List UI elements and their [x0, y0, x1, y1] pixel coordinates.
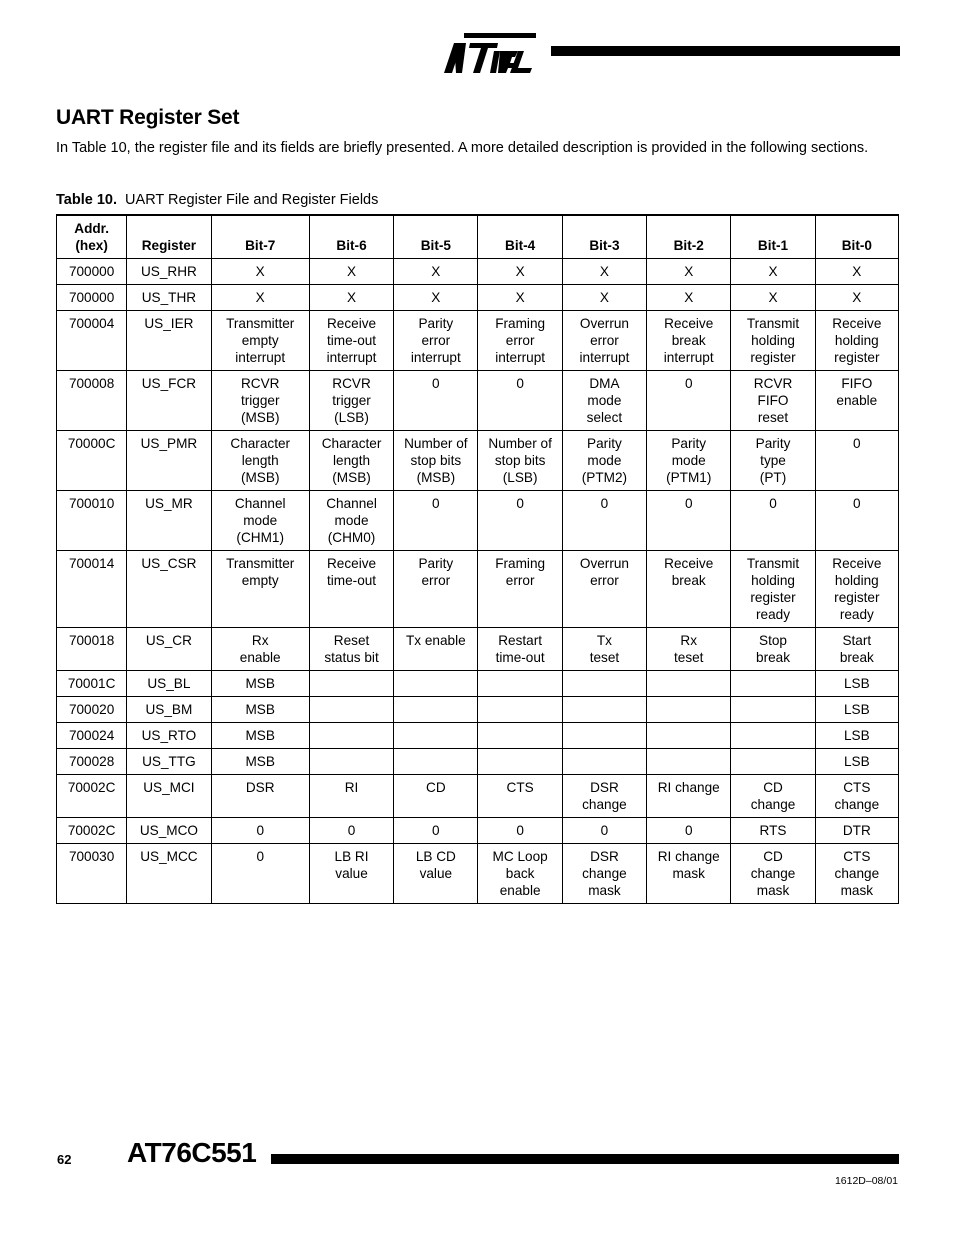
table-cell: [394, 749, 478, 775]
intro-paragraph: In Table 10, the register file and its fields are briefly presented. A more detailed description is provided in the following sections.: [56, 140, 869, 156]
table-cell: US_MCC: [127, 844, 211, 904]
table-cell: Transmitter empty interrupt: [211, 311, 309, 371]
column-header: Bit-6: [309, 215, 393, 259]
table-cell: 700030: [57, 844, 127, 904]
table-cell: LSB: [815, 671, 898, 697]
table-cell: Start break: [815, 628, 898, 671]
table-cell: DSR change: [562, 775, 646, 818]
table-cell: RI change: [647, 775, 731, 818]
table-cell: X: [309, 259, 393, 285]
table-cell: US_BM: [127, 697, 211, 723]
table-cell: US_FCR: [127, 371, 211, 431]
table-cell: [478, 723, 562, 749]
table-cell: Parity error interrupt: [394, 311, 478, 371]
table-row: [57, 311, 899, 371]
table-cell: 0: [478, 491, 562, 551]
table-cell: [394, 671, 478, 697]
table-cell: 700028: [57, 749, 127, 775]
table-cell: CD change mask: [731, 844, 815, 904]
table-cell: 0: [647, 818, 731, 844]
table-cell: Parity error: [394, 551, 478, 628]
table-header-row: [57, 215, 899, 259]
table-cell: X: [731, 259, 815, 285]
table-cell: [731, 749, 815, 775]
table-cell: X: [815, 259, 898, 285]
table-cell: 700000: [57, 259, 127, 285]
header-rule: [551, 46, 900, 56]
atmel-logo: [440, 30, 540, 76]
table-body: [57, 259, 899, 904]
table-cell: US_CSR: [127, 551, 211, 628]
table-row: [57, 775, 899, 818]
table-cell: X: [562, 259, 646, 285]
column-header: Bit-3: [562, 215, 646, 259]
table-cell: Number of stop bits (MSB): [394, 431, 478, 491]
table-cell: 700020: [57, 697, 127, 723]
footer-rule: [271, 1154, 899, 1164]
table-cell: DSR change mask: [562, 844, 646, 904]
table-cell: Overrun error interrupt: [562, 311, 646, 371]
table-cell: US_BL: [127, 671, 211, 697]
table-cell: [309, 749, 393, 775]
document-id: 1612D–08/01: [834, 1175, 898, 1187]
table-caption-label: Table 10.: [56, 192, 117, 208]
table-cell: Character length (MSB): [309, 431, 393, 491]
table-cell: Receive holding register ready: [815, 551, 898, 628]
table-cell: LB CD value: [394, 844, 478, 904]
table-cell: 0: [562, 818, 646, 844]
table-cell: [647, 697, 731, 723]
page-number: 62: [57, 1152, 72, 1167]
logo-text: ATMEL: [440, 30, 444, 31]
table-cell: LB RI value: [309, 844, 393, 904]
table-cell: 0: [731, 491, 815, 551]
table-cell: US_RTO: [127, 723, 211, 749]
table-cell: Transmit holding register ready: [731, 551, 815, 628]
column-header: Addr. (hex): [57, 215, 127, 259]
table-cell: 700018: [57, 628, 127, 671]
table-cell: X: [478, 285, 562, 311]
table-cell: [562, 671, 646, 697]
table-cell: Overrun error: [562, 551, 646, 628]
table-cell: Tx teset: [562, 628, 646, 671]
table-cell: 700000: [57, 285, 127, 311]
table-cell: X: [478, 259, 562, 285]
table-cell: 70001C: [57, 671, 127, 697]
table-cell: X: [731, 285, 815, 311]
table-cell: 700014: [57, 551, 127, 628]
table-cell: Rx teset: [647, 628, 731, 671]
table-cell: US_THR: [127, 285, 211, 311]
table-cell: 0: [211, 818, 309, 844]
table-cell: X: [647, 285, 731, 311]
table-cell: [562, 723, 646, 749]
table-cell: Stop break: [731, 628, 815, 671]
table-cell: [647, 671, 731, 697]
table-cell: Rx enable: [211, 628, 309, 671]
table-cell: Reset status bit: [309, 628, 393, 671]
table-cell: [309, 671, 393, 697]
table-cell: X: [309, 285, 393, 311]
table-cell: RCVR trigger (MSB): [211, 371, 309, 431]
table-cell: LSB: [815, 749, 898, 775]
column-header: Bit-2: [647, 215, 731, 259]
table-cell: RI: [309, 775, 393, 818]
column-header: Bit-4: [478, 215, 562, 259]
table-cell: Receive time-out interrupt: [309, 311, 393, 371]
table-cell: 0: [478, 371, 562, 431]
table-cell: 0: [211, 844, 309, 904]
table-row: [57, 285, 899, 311]
table-cell: CD: [394, 775, 478, 818]
table-cell: X: [562, 285, 646, 311]
table-cell: US_TTG: [127, 749, 211, 775]
table-cell: DTR: [815, 818, 898, 844]
section-title: UART Register Set: [56, 106, 240, 129]
table-cell: Number of stop bits (LSB): [478, 431, 562, 491]
table-row: [57, 818, 899, 844]
table-row: [57, 371, 899, 431]
table-row: [57, 628, 899, 671]
table-cell: LSB: [815, 697, 898, 723]
table-cell: RI change mask: [647, 844, 731, 904]
table-cell: DSR: [211, 775, 309, 818]
table-cell: Channel mode (CHM0): [309, 491, 393, 551]
table-cell: 0: [309, 818, 393, 844]
table-cell: MSB: [211, 697, 309, 723]
column-header: Register: [127, 215, 211, 259]
column-header: Bit-7: [211, 215, 309, 259]
table-cell: [478, 671, 562, 697]
table-cell: Parity mode (PTM1): [647, 431, 731, 491]
table-cell: X: [647, 259, 731, 285]
table-row: [57, 671, 899, 697]
table-cell: RCVR FIFO reset: [731, 371, 815, 431]
table-row: [57, 749, 899, 775]
table-cell: X: [211, 259, 309, 285]
table-cell: [562, 749, 646, 775]
table-cell: CTS: [478, 775, 562, 818]
table-cell: 0: [562, 491, 646, 551]
table-cell: CTS change: [815, 775, 898, 818]
table-cell: Transmit holding register: [731, 311, 815, 371]
table-cell: MSB: [211, 749, 309, 775]
product-name: AT76C551: [127, 1137, 257, 1168]
table-cell: X: [394, 259, 478, 285]
table-cell: Character length (MSB): [211, 431, 309, 491]
table-cell: 0: [478, 818, 562, 844]
table-cell: RTS: [731, 818, 815, 844]
table-cell: X: [211, 285, 309, 311]
table-cell: Channel mode (CHM1): [211, 491, 309, 551]
column-header: Bit-1: [731, 215, 815, 259]
table-cell: Parity mode (PTM2): [562, 431, 646, 491]
table-cell: RCVR trigger (LSB): [309, 371, 393, 431]
table-cell: 0: [394, 371, 478, 431]
column-header: Bit-0: [815, 215, 898, 259]
table-cell: MC Loop back enable: [478, 844, 562, 904]
table-cell: [394, 697, 478, 723]
table-cell: US_CR: [127, 628, 211, 671]
table-cell: 0: [394, 818, 478, 844]
table-cell: 70002C: [57, 818, 127, 844]
table-cell: US_RHR: [127, 259, 211, 285]
table-cell: [478, 697, 562, 723]
table-cell: 700010: [57, 491, 127, 551]
table-cell: Receive time-out: [309, 551, 393, 628]
table-cell: 0: [647, 371, 731, 431]
table-cell: FIFO enable: [815, 371, 898, 431]
table-cell: Parity type (PT): [731, 431, 815, 491]
table-cell: Framing error interrupt: [478, 311, 562, 371]
table-cell: X: [394, 285, 478, 311]
register-table: [56, 214, 899, 904]
table-caption-text: UART Register File and Register Fields: [125, 192, 379, 208]
table-cell: Transmitter empty: [211, 551, 309, 628]
table-cell: 0: [394, 491, 478, 551]
table-cell: 70002C: [57, 775, 127, 818]
table-row: [57, 491, 899, 551]
table-cell: CTS change mask: [815, 844, 898, 904]
table-row: [57, 431, 899, 491]
table-cell: 0: [647, 491, 731, 551]
table-cell: CD change: [731, 775, 815, 818]
table-cell: MSB: [211, 723, 309, 749]
table-cell: 0: [815, 431, 898, 491]
table-cell: [309, 723, 393, 749]
table-cell: Framing error: [478, 551, 562, 628]
table-cell: 700004: [57, 311, 127, 371]
table-cell: US_MCI: [127, 775, 211, 818]
table-cell: US_IER: [127, 311, 211, 371]
table-row: [57, 844, 899, 904]
table-cell: Restart time-out: [478, 628, 562, 671]
table-cell: [731, 671, 815, 697]
table-cell: 0: [815, 491, 898, 551]
table-row: [57, 551, 899, 628]
table-cell: US_MCO: [127, 818, 211, 844]
table-cell: [394, 723, 478, 749]
table-cell: Tx enable: [394, 628, 478, 671]
table-cell: Receive break: [647, 551, 731, 628]
table-cell: [647, 749, 731, 775]
table-cell: DMA mode select: [562, 371, 646, 431]
table-cell: [731, 697, 815, 723]
table-row: [57, 723, 899, 749]
table-cell: LSB: [815, 723, 898, 749]
table-cell: 700008: [57, 371, 127, 431]
table-cell: [562, 697, 646, 723]
table-cell: [731, 723, 815, 749]
table-cell: Receive holding register: [815, 311, 898, 371]
table-cell: US_PMR: [127, 431, 211, 491]
table-cell: [309, 697, 393, 723]
table-row: [57, 259, 899, 285]
table-cell: 700024: [57, 723, 127, 749]
table-cell: Receive break interrupt: [647, 311, 731, 371]
table-cell: US_MR: [127, 491, 211, 551]
table-cell: [647, 723, 731, 749]
table-cell: X: [815, 285, 898, 311]
table-caption: [56, 192, 378, 208]
table-cell: 70000C: [57, 431, 127, 491]
table-cell: [478, 749, 562, 775]
column-header: Bit-5: [394, 215, 478, 259]
table-cell: MSB: [211, 671, 309, 697]
table-row: [57, 697, 899, 723]
